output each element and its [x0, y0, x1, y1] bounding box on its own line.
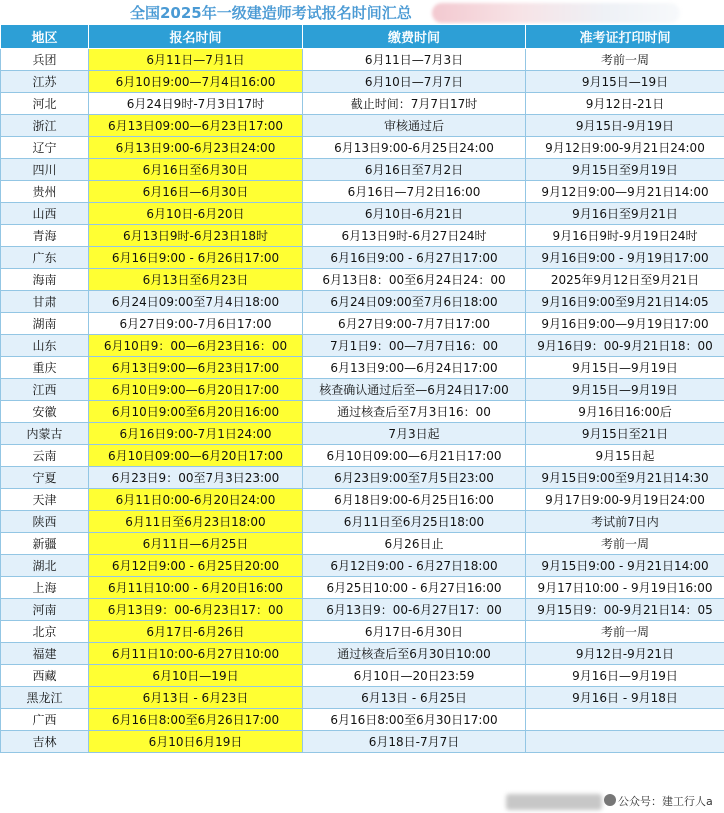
region-cell: 四川 [1, 159, 89, 181]
payment-time-cell: 6月11日—7月3日 [303, 49, 526, 71]
payment-time-cell: 6月11日至6月25日18:00 [303, 511, 526, 533]
payment-time-cell: 6月13日9:00-6月25日24:00 [303, 137, 526, 159]
table-row [1, 445, 724, 467]
table-row [1, 291, 724, 313]
registration-time-cell: 6月16日8:00至6月26日17:00 [89, 709, 303, 731]
admission-print-time-cell: 9月16日9时-9月19日24时 [526, 225, 724, 247]
registration-time-cell: 6月24日09:00至7月4日18:00 [89, 291, 303, 313]
region-cell: 山东 [1, 335, 89, 357]
registration-time-cell: 6月10日—19日 [89, 665, 303, 687]
table-row [1, 225, 724, 247]
payment-time-cell: 6月23日9:00至7月5日23:00 [303, 467, 526, 489]
table-row [1, 555, 724, 577]
admission-print-time-cell: 9月16日—9月19日 [526, 665, 724, 687]
registration-time-cell: 6月10日9:00—7月4日16:00 [89, 71, 303, 93]
table-row [1, 313, 724, 335]
admission-print-time-cell: 9月12日9:00—9月21日14:00 [526, 181, 724, 203]
payment-time-cell: 6月16日8:00至6月30日17:00 [303, 709, 526, 731]
table-row [1, 115, 724, 137]
region-cell: 陕西 [1, 511, 89, 533]
table-row [1, 621, 724, 643]
registration-time-cell: 6月13日09:00—6月23日17:00 [89, 115, 303, 137]
registration-time-cell: 6月10日09:00—6月20日17:00 [89, 445, 303, 467]
admission-print-time-cell: 考前一周 [526, 621, 724, 643]
admission-print-time-cell: 考前一周 [526, 533, 724, 555]
payment-time-cell: 6月16日至7月2日 [303, 159, 526, 181]
region-cell: 福建 [1, 643, 89, 665]
payment-time-cell: 6月10日—7月7日 [303, 71, 526, 93]
payment-time-cell: 6月13日 - 6月25日 [303, 687, 526, 709]
registration-time-cell: 6月11日至6月23日18:00 [89, 511, 303, 533]
region-cell: 云南 [1, 445, 89, 467]
table-row [1, 423, 724, 445]
registration-time-cell: 6月27日9:00-7月6日17:00 [89, 313, 303, 335]
wechat-icon [604, 794, 616, 806]
payment-time-cell: 6月16日9:00 - 6月27日17:00 [303, 247, 526, 269]
region-cell: 湖北 [1, 555, 89, 577]
admission-print-time-cell: 9月15日至21日 [526, 423, 724, 445]
payment-time-cell: 6月18日9:00-6月25日16:00 [303, 489, 526, 511]
payment-time-cell: 6月13日8：00至6月24日24：00 [303, 269, 526, 291]
admission-print-time-cell [526, 709, 724, 731]
region-cell: 浙江 [1, 115, 89, 137]
region-cell: 上海 [1, 577, 89, 599]
region-cell: 广西 [1, 709, 89, 731]
table-row [1, 401, 724, 423]
payment-time-cell: 6月27日9:00-7月7日17:00 [303, 313, 526, 335]
payment-time-cell: 核查确认通过后至—6月24日17:00 [303, 379, 526, 401]
region-cell: 甘肃 [1, 291, 89, 313]
table-row [1, 379, 724, 401]
region-cell: 吉林 [1, 731, 89, 753]
registration-time-cell: 6月23日9：00至7月3日23:00 [89, 467, 303, 489]
admission-print-time-cell: 9月12日9:00-9月21日24:00 [526, 137, 724, 159]
admission-print-time-cell: 9月15日—9月19日 [526, 379, 724, 401]
region-cell: 广东 [1, 247, 89, 269]
blurred-watermark-region [506, 794, 602, 810]
region-cell: 兵团 [1, 49, 89, 71]
registration-time-cell: 6月24日9时-7月3日17时 [89, 93, 303, 115]
table-row [1, 599, 724, 621]
admission-print-time-cell: 9月16日9:00至9月21日14:05 [526, 291, 724, 313]
table-body [1, 49, 724, 753]
region-cell: 青海 [1, 225, 89, 247]
table-row [1, 511, 724, 533]
header-registration-time: 报名时间 [89, 25, 303, 49]
admission-print-time-cell: 2025年9月12日至9月21日 [526, 269, 724, 291]
payment-time-cell: 6月13日9时-6月27日24时 [303, 225, 526, 247]
region-cell: 辽宁 [1, 137, 89, 159]
registration-time-cell: 6月13日9：00-6月23日17：00 [89, 599, 303, 621]
watermark-text: 公众号：建工行人a [618, 795, 713, 808]
admission-print-time-cell: 9月15日—19日 [526, 71, 724, 93]
admission-print-time-cell: 9月15日9:00 - 9月21日14:00 [526, 555, 724, 577]
payment-time-cell: 审核通过后 [303, 115, 526, 137]
admission-print-time-cell: 9月16日9:00 - 9月19日17:00 [526, 247, 724, 269]
region-cell: 河南 [1, 599, 89, 621]
payment-time-cell: 6月12日9:00 - 6月27日18:00 [303, 555, 526, 577]
registration-time-cell: 6月16日—6月30日 [89, 181, 303, 203]
blurred-badge [432, 3, 680, 23]
payment-time-cell: 通过核查后至7月3日16：00 [303, 401, 526, 423]
exam-schedule-table [0, 24, 724, 753]
table-row [1, 181, 724, 203]
admission-print-time-cell: 9月15日9：00-9月21日14：05 [526, 599, 724, 621]
table-row [1, 49, 724, 71]
header-region: 地区 [1, 25, 89, 49]
region-cell: 宁夏 [1, 467, 89, 489]
registration-time-cell: 6月13日9时-6月23日18时 [89, 225, 303, 247]
payment-time-cell: 6月13日9:00—6月24日17:00 [303, 357, 526, 379]
payment-time-cell: 7月3日起 [303, 423, 526, 445]
registration-time-cell: 6月11日10:00 - 6月20日16:00 [89, 577, 303, 599]
region-cell: 安徽 [1, 401, 89, 423]
payment-time-cell: 6月18日-7月7日 [303, 731, 526, 753]
payment-time-cell: 6月24日09:00至7月6日18:00 [303, 291, 526, 313]
region-cell: 西藏 [1, 665, 89, 687]
table-row [1, 357, 724, 379]
region-cell: 湖南 [1, 313, 89, 335]
payment-time-cell: 截止时间：7月7日17时 [303, 93, 526, 115]
admission-print-time-cell: 考前一周 [526, 49, 724, 71]
region-cell: 河北 [1, 93, 89, 115]
registration-time-cell: 6月10日6月19日 [89, 731, 303, 753]
table-header-row [1, 25, 724, 49]
payment-time-cell: 6月25日10:00 - 6月27日16:00 [303, 577, 526, 599]
registration-time-cell: 6月10日9:00—6月20日17:00 [89, 379, 303, 401]
header-payment-time: 缴费时间 [303, 25, 526, 49]
table-row [1, 643, 724, 665]
region-cell: 新疆 [1, 533, 89, 555]
admission-print-time-cell [526, 731, 724, 753]
registration-time-cell: 6月13日 - 6月23日 [89, 687, 303, 709]
region-cell: 北京 [1, 621, 89, 643]
region-cell: 黑龙江 [1, 687, 89, 709]
payment-time-cell: 6月26日止 [303, 533, 526, 555]
registration-time-cell: 6月16日9:00-7月1日24:00 [89, 423, 303, 445]
table-row [1, 203, 724, 225]
table-row [1, 731, 724, 753]
registration-time-cell: 6月12日9:00 - 6月25日20:00 [89, 555, 303, 577]
admission-print-time-cell: 9月16日 - 9月18日 [526, 687, 724, 709]
admission-print-time-cell: 9月12日-9月21日 [526, 643, 724, 665]
payment-time-cell: 通过核查后至6月30日10:00 [303, 643, 526, 665]
registration-time-cell: 6月11日0:00-6月20日24:00 [89, 489, 303, 511]
payment-time-cell: 6月16日—7月2日16:00 [303, 181, 526, 203]
admission-print-time-cell: 9月16日16:00后 [526, 401, 724, 423]
table-row [1, 137, 724, 159]
admission-print-time-cell: 9月15日9:00至9月21日14:30 [526, 467, 724, 489]
region-cell: 贵州 [1, 181, 89, 203]
table-row [1, 269, 724, 291]
table-row [1, 577, 724, 599]
payment-time-cell: 6月10日—20日23:59 [303, 665, 526, 687]
registration-time-cell: 6月10日-6月20日 [89, 203, 303, 225]
admission-print-time-cell: 9月12日-21日 [526, 93, 724, 115]
table-row [1, 71, 724, 93]
admission-print-time-cell: 9月15日—9月19日 [526, 357, 724, 379]
payment-time-cell: 6月10日09:00—6月21日17:00 [303, 445, 526, 467]
payment-time-cell: 7月1日9：00—7月7日16：00 [303, 335, 526, 357]
registration-time-cell: 6月13日9:00-6月23日24:00 [89, 137, 303, 159]
admission-print-time-cell: 考试前7日内 [526, 511, 724, 533]
region-cell: 重庆 [1, 357, 89, 379]
table-row [1, 93, 724, 115]
registration-time-cell: 6月17日-6月26日 [89, 621, 303, 643]
table-row [1, 159, 724, 181]
table-row [1, 533, 724, 555]
admission-print-time-cell: 9月16日至9月21日 [526, 203, 724, 225]
registration-time-cell: 6月10日9:00至6月20日16:00 [89, 401, 303, 423]
registration-time-cell: 6月10日9：00—6月23日16：00 [89, 335, 303, 357]
registration-time-cell: 6月11日—6月25日 [89, 533, 303, 555]
region-cell: 江西 [1, 379, 89, 401]
page-header [0, 0, 724, 24]
table-row [1, 687, 724, 709]
registration-time-cell: 6月13日至6月23日 [89, 269, 303, 291]
admission-print-time-cell: 9月15日-9月19日 [526, 115, 724, 137]
registration-time-cell: 6月16日至6月30日 [89, 159, 303, 181]
table-row [1, 489, 724, 511]
table-row [1, 335, 724, 357]
region-cell: 海南 [1, 269, 89, 291]
watermark [506, 790, 724, 813]
region-cell: 江苏 [1, 71, 89, 93]
payment-time-cell: 6月10日-6月21日 [303, 203, 526, 225]
header-admission-print-time: 准考证打印时间 [526, 25, 724, 49]
registration-time-cell: 6月11日10:00-6月27日10:00 [89, 643, 303, 665]
region-cell: 内蒙古 [1, 423, 89, 445]
admission-print-time-cell: 9月16日9：00-9月21日18：00 [526, 335, 724, 357]
region-cell: 山西 [1, 203, 89, 225]
payment-time-cell: 6月17日-6月30日 [303, 621, 526, 643]
table-row [1, 665, 724, 687]
registration-time-cell: 6月11日—7月1日 [89, 49, 303, 71]
registration-time-cell: 6月13日9:00—6月23日17:00 [89, 357, 303, 379]
table-row [1, 467, 724, 489]
admission-print-time-cell: 9月17日9:00-9月19日24:00 [526, 489, 724, 511]
admission-print-time-cell: 9月15日至9月19日 [526, 159, 724, 181]
payment-time-cell: 6月13日9：00-6月27日17：00 [303, 599, 526, 621]
registration-time-cell: 6月16日9:00 - 6月26日17:00 [89, 247, 303, 269]
table-row [1, 709, 724, 731]
admission-print-time-cell: 9月15日起 [526, 445, 724, 467]
table-row [1, 247, 724, 269]
admission-print-time-cell: 9月17日10:00 - 9月19日16:00 [526, 577, 724, 599]
region-cell: 天津 [1, 489, 89, 511]
page-title: 全国2025年一级建造师考试报名时间汇总 [130, 4, 412, 22]
admission-print-time-cell: 9月16日9:00—9月19日17:00 [526, 313, 724, 335]
